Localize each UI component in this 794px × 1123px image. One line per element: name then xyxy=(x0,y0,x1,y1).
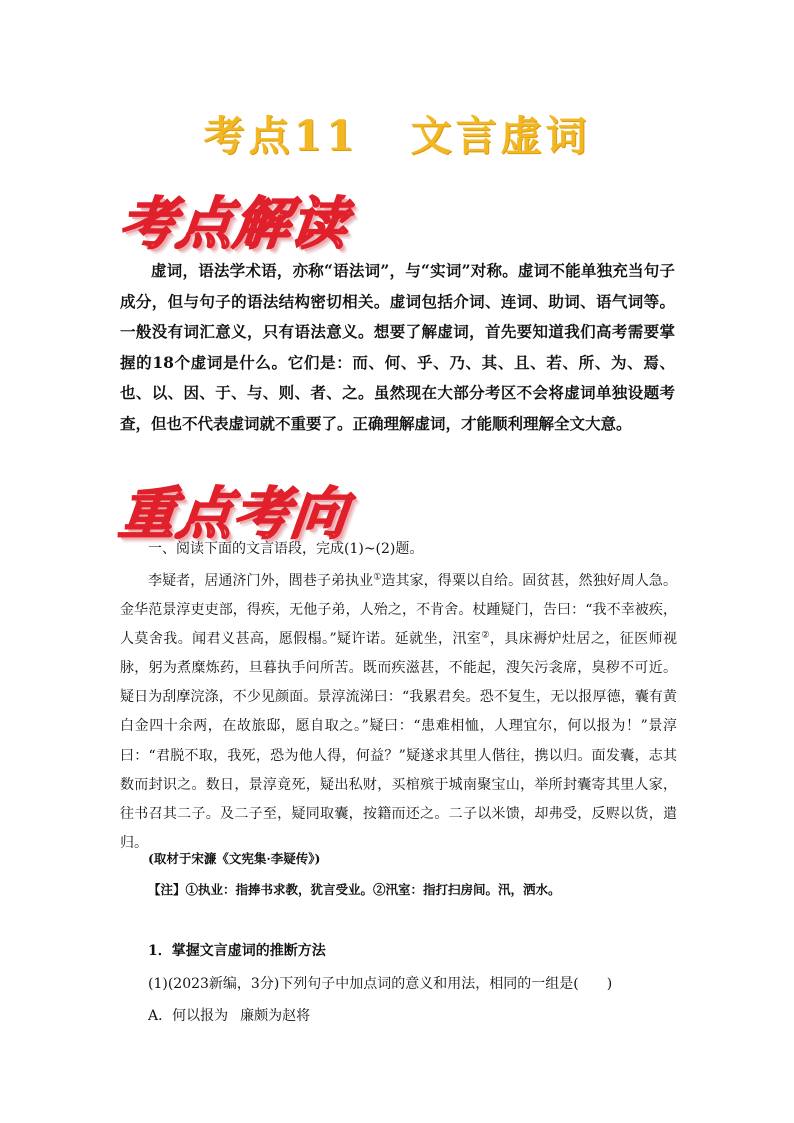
footnote-marker-2: ② xyxy=(481,630,490,641)
section-heading-focus: 重点考向 xyxy=(116,481,352,547)
intro-paragraph: 虚词，语法学术语，亦称“语法词”，与“实词”对称。虚词不能单独充当句子成分，但与句子的语法结构密切相关。虚词包括介词、连词、助词、语气词等。一般没有词汇意义，只有语法意义。想要了解虚词，首先要知道我们高考需要掌握的18个虚词是什么。它们是：而、何、乎、乃、其、且、若、所、为、焉、也、以、因、于、与、则、者、之。虽然现在大部分考区不会将虚词单独设题考查，但也不代表虚词就不重要了。正确理解虚词，才能顺利理解全文大意。 xyxy=(120,261,675,433)
question-option-a xyxy=(148,1005,310,1025)
question-stem: (1)(2023新编，3分)下列句子中加点词的意义和用法，相同的一组是( ) xyxy=(148,976,613,992)
passage-part1: 李疑者，居通济门外，閭巷子弟执业 xyxy=(148,573,374,589)
footnote: 【注】①执业：指捧书求教，犹言受业。②汛室：指打扫房间。汛，洒水。 xyxy=(148,882,561,897)
footnote-marker-1: ① xyxy=(373,572,382,583)
section-heading-interpretation: 考点解读 xyxy=(116,191,352,257)
passage-part3: ，具床褥炉灶居之，征医师视脉，躬为煮糜炼药，旦暮执手问所苦。既而疾滋甚，不能起，溲矢污衾席，臭秽不可近。疑日为刮摩浣涤，不少见颜面。景淳流涕曰：“我累君矣。恐不复生，无以报厚德，囊有黄白金四十余两，在故旅邸，愿自取之。”疑曰：“患难相恤，人理宜尔，何以报为！”景淳曰：“君脱不取，我死，恐为他人得，何益？”疑遂求其里人偕往，携以归。面发囊，志其数而封识之。数日，景淳竟死，疑出私财，买棺殡于城南聚宝山，举所封囊寄其里人家，往书召其二子。及二子至，疑同取囊，按籍而还之。二子以米馈，却弗受，反赆以货，遣归。 xyxy=(120,631,678,851)
page-title xyxy=(0,103,794,162)
passage-part2: 造其家，得粟以自给。固贫甚，然独好周人急。金华范景淳吏吏部，得疾，无他子弟，人殆之，不肯舍。杖踵疑门，告曰：“我不幸被疾，人莫舍我。闻君义甚高，愿假榻。”疑许诺。延就坐，汛室 xyxy=(120,573,678,648)
exercise-intro: 一、阅读下面的文言语段，完成(1)~(2)题。 xyxy=(148,541,424,557)
passage-paragraph xyxy=(120,567,677,858)
classical-passage xyxy=(120,567,677,858)
title-part2: 文言虚词 xyxy=(410,112,591,160)
intro-block xyxy=(120,256,675,439)
title-part1: 考点11 xyxy=(203,112,359,160)
option-a-label: A．何以报为 xyxy=(148,1008,229,1024)
question-heading: 1．掌握文言虚词的推断方法 xyxy=(148,943,326,959)
option-a-text: 廉颇为赵将 xyxy=(240,1008,311,1024)
source-citation: (取材于宋濂《文宪集·李疑传》) xyxy=(148,851,321,866)
